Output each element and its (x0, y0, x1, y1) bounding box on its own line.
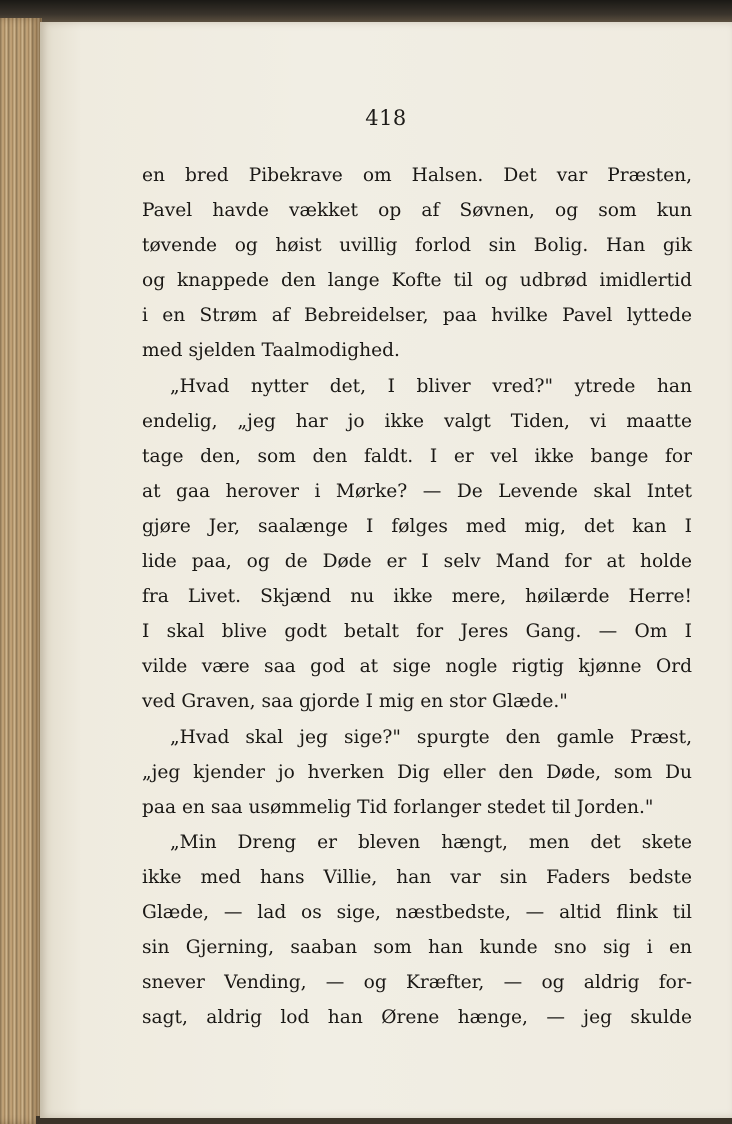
text-line: paa en saa usømmelig Tid forlanger stedet til Jorden." (142, 796, 654, 818)
text-line: med sjelden Taalmodighed. (142, 340, 400, 362)
text-line: „jeg kjender jo hverken Dig eller den Døde, som Du (142, 761, 692, 783)
text-line: tøvende og høist uvillig forlod sin Bolig. Han gik (142, 235, 692, 257)
text-line: „Min Dreng er bleven hængt, men det skete (170, 831, 692, 853)
book-page (40, 22, 732, 1118)
body-text (142, 158, 692, 1035)
text-line: sin Gjerning, saaban som han kunde sno sig i en (142, 937, 692, 959)
text-line: og knappede den lange Kofte til og udbrød imidlertid (142, 270, 692, 292)
text-line: I skal blive godt betalt for Jeres Gang. — Om I (142, 621, 692, 643)
text-line: ikke med hans Villie, han var sin Faders bedste (142, 866, 692, 888)
text-line: gjøre Jer, saalænge I følges med mig, det kan I (142, 515, 692, 537)
text-line: endelig, „jeg har jo ikke valgt Tiden, vi maatte (142, 410, 692, 432)
text-line: snever Vending, — og Kræfter, — og aldrig for- (142, 972, 692, 994)
text-line: „Hvad nytter det, I bliver vred?" ytrede han (170, 375, 692, 397)
text-line: fra Livet. Skjænd nu ikke mere, høilærde Herre! (142, 586, 692, 608)
text-line: at gaa herover i Mørke? — De Levende skal Intet (142, 480, 692, 502)
text-line: tage den, som den faldt. I er vel ikke bange for (142, 445, 692, 467)
text-line: Pavel havde vækket op af Søvnen, og som kun (142, 200, 692, 222)
text-line: „Hvad skal jeg sige?" spurgte den gamle Præst, (170, 726, 692, 748)
book-spine-page-edges (0, 18, 42, 1124)
text-line: Glæde, — lad os sige, næstbedste, — altid flink til (142, 901, 692, 923)
text-line: ved Graven, saa gjorde I mig en stor Glæde." (142, 691, 568, 713)
text-line: en bred Pibekrave om Halsen. Det var Præsten, (142, 165, 692, 186)
text-line: i en Strøm af Bebreidelser, paa hvilke Pavel lyttede (142, 305, 692, 327)
page-number: 418 (365, 106, 407, 130)
text-line: lide paa, og de Døde er I selv Mand for at holde (142, 551, 692, 573)
text-line: sagt, aldrig lod han Ørene hænge, — jeg skulde (142, 1007, 692, 1029)
text-line: vilde være saa god at sige nogle rigtig kjønne Ord (142, 656, 692, 678)
